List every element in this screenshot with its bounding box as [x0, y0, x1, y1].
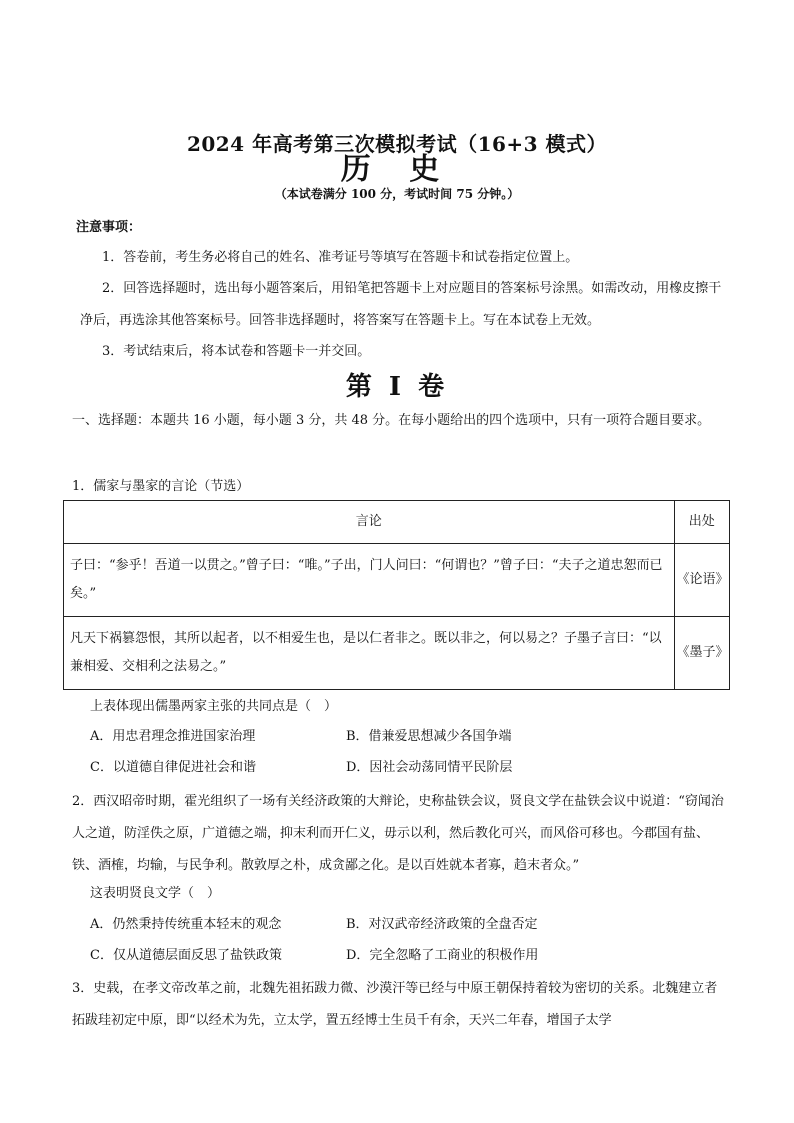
notice-item-1: 1．答卷前，考生务必将自己的姓名、准考证号等填写在答题卡和试卷指定位置上。	[102, 250, 579, 265]
question-1-option-c: C．以道德自律促进社会和谐	[90, 760, 256, 775]
table-header-cell: 出处	[674, 501, 730, 544]
quote-table	[63, 500, 730, 690]
table-cell-source: 《论语》	[674, 544, 730, 617]
notice-heading: 注意事项：	[76, 220, 142, 235]
table-row	[64, 617, 730, 690]
table-cell-source: 《墨子》	[674, 617, 730, 690]
question-1-option-b: B．借兼爱思想减少各国争端	[346, 729, 512, 744]
table-cell-quote: 子曰：“参乎！吾道一以贯之。”曾子曰：“唯。”子出，门人问曰：“何谓也？”曾子曰：“夫子之道忠恕而已矣。”	[64, 544, 675, 617]
question-3-text: 3．史载，在孝文帝改革之前，北魏先祖拓跋力微、沙漠汗等已经与中原王朝保持着较为密切的关系。北魏建立者拓跋珪初定中原，即“以经术为先，立太学，置五经博士生员千有余，天兴二年春，增国子太学	[72, 981, 718, 1028]
section-intro: 一、选择题：本题共 16 小题，每小题 3 分，共 48 分。在每小题给出的四个选项中，只有一项符合题目要求。	[72, 413, 711, 428]
table-header-row	[64, 501, 730, 544]
question-2-option-b: B．对汉武帝经济政策的全盘否定	[346, 917, 538, 932]
table-header-cell: 言论	[64, 501, 675, 544]
exam-subtitle: （本试卷满分 100 分，考试时间 75 分钟。）	[274, 187, 520, 201]
question-1-option-a: A．用忠君理念推进国家治理	[90, 729, 256, 744]
question-2-option-d: D．完全忽略了工商业的积极作用	[346, 948, 539, 963]
question-1-title: 1．儒家与墨家的言论（节选）	[72, 479, 250, 494]
question-2-body: 2．西汉昭帝时期，霍光组织了一场有关经济政策的大辩论，史称盐铁会议，贤良文学在盐铁会议中说道：“窃闻治人之道，防淫佚之原，广道德之端，抑末利而开仁义，毋示以利，然后教化可兴，而风俗可移也。今郡国有盐、铁、酒榷，均输，与民争利。散敦厚之朴，成贪鄙之化。是以百姓就本者寡，趋末者众。”	[72, 794, 724, 873]
question-2-option-c: C．仅从道德层面反思了盐铁政策	[90, 948, 282, 963]
exam-title: 2024 年高考第三次模拟考试（16+3 模式）	[186, 132, 608, 156]
question-2-stem: 这表明贤良文学（ ）	[90, 886, 221, 901]
table-row	[64, 544, 730, 617]
question-1-option-d: D．因社会动荡同情平民阶层	[346, 760, 513, 775]
notice-item-2: 2．回答选择题时，选出每小题答案后，用铅笔把答题卡上对应题目的答案标号涂黑。如需改动，用橡皮擦干净后，再选涂其他答案标号。回答非选择题时，将答案写在答题卡上。写在本试卷上无效。	[80, 281, 722, 328]
question-2-option-a: A．仍然秉持传统重本轻末的观念	[90, 917, 282, 932]
section-title: 第 I 卷	[345, 372, 449, 402]
table-cell-quote: 凡天下祸篡怨恨，其所以起者，以不相爱生也，是以仁者非之。既以非之，何以易之？子墨子言曰：“以兼相爱、交相利之法易之。”	[64, 617, 675, 690]
notice-item-3: 3．考试结束后，将本试卷和答题卡一并交回。	[102, 344, 371, 359]
question-2-text	[72, 786, 728, 882]
subject-title: 历 史	[340, 152, 454, 187]
question-1-stem: 上表体现出儒墨两家主张的共同点是（ ）	[90, 699, 338, 714]
